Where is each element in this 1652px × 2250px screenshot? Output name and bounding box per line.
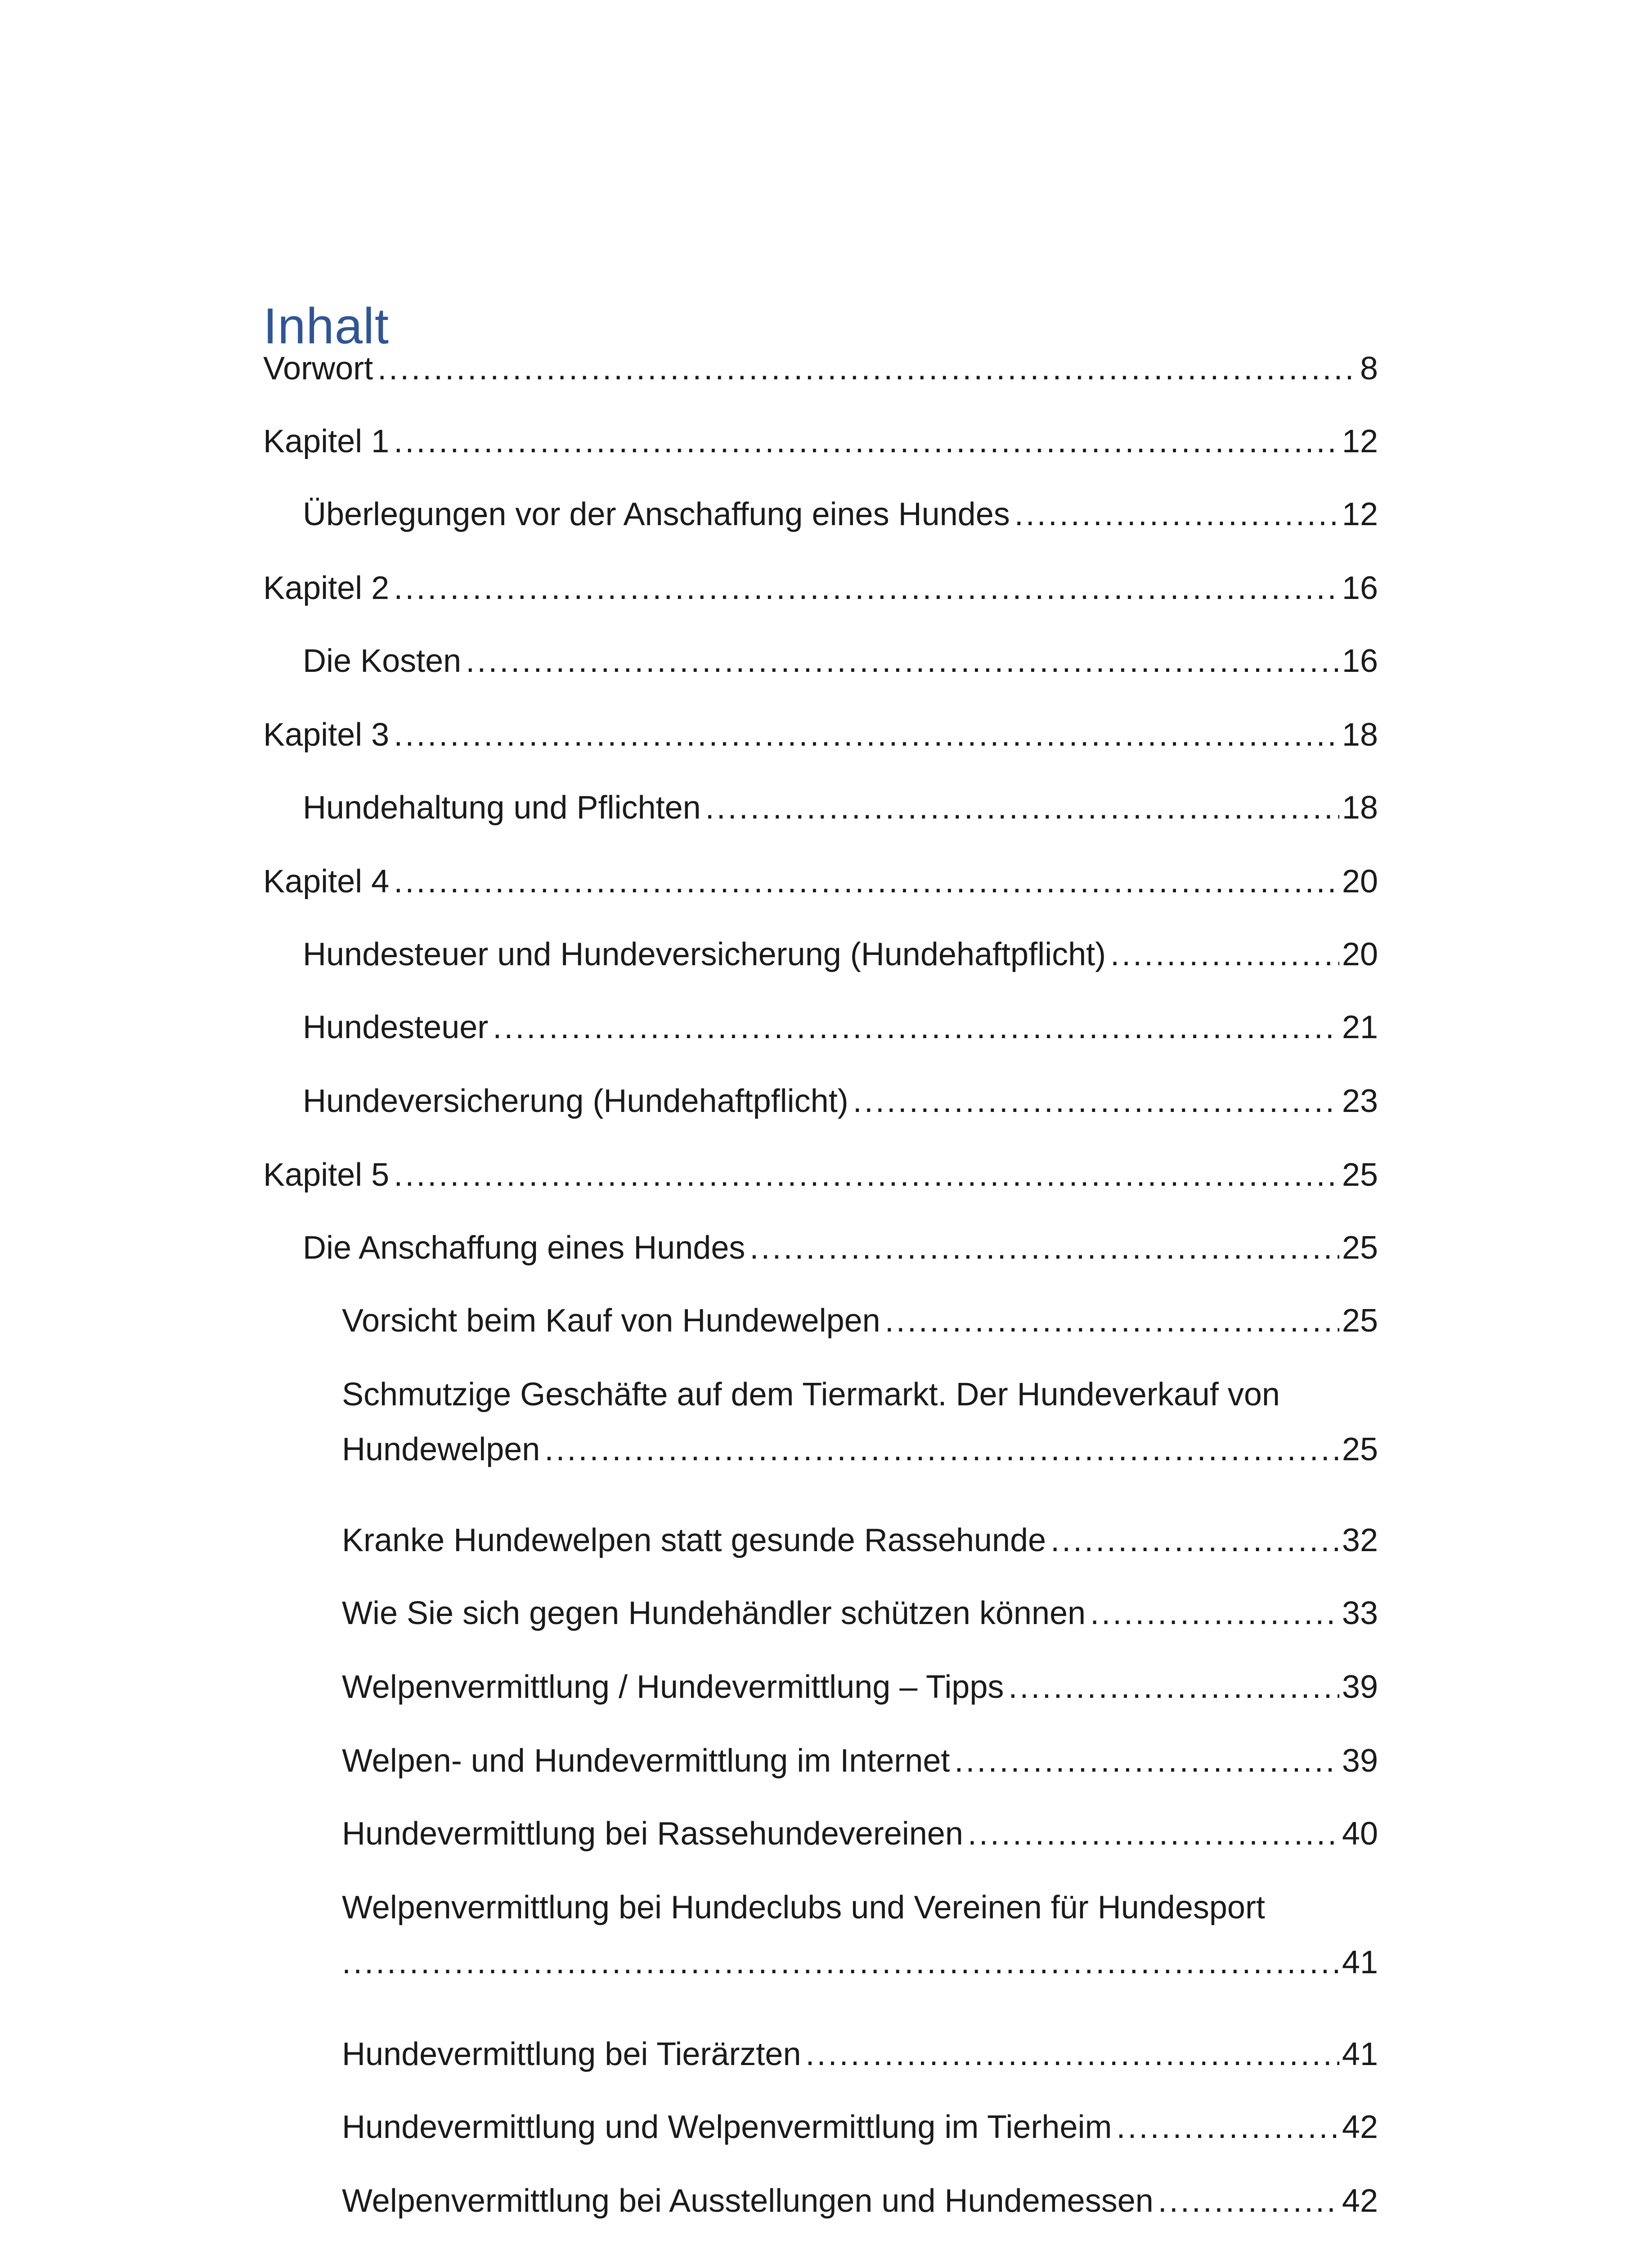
toc-entry-title: Kapitel 4 (263, 864, 390, 900)
toc-entry-page: 25 (1342, 1303, 1378, 1339)
toc-entry-page: 21 (1342, 1009, 1378, 1045)
toc-entry-title: Welpenvermittlung / Hundevermittlung – Tipps (342, 1669, 1004, 1705)
toc-entry[interactable] (342, 2027, 1378, 2082)
toc-entry[interactable] (263, 341, 1378, 396)
toc-dot-leader (853, 1074, 1339, 1129)
toc-entry[interactable] (303, 780, 1378, 835)
toc-entry-title: Hundehaltung und Pflichten (303, 790, 701, 826)
toc-dot-leader (1110, 927, 1339, 982)
toc-entry-title: Kranke Hundewelpen statt gesunde Rassehunde (342, 1522, 1046, 1558)
toc-entry-page: 41 (1342, 1944, 1378, 1980)
toc-entry-title: Hundevermittlung bei Rassehundevereinen (342, 1816, 963, 1852)
toc-dot-leader (1015, 487, 1339, 542)
toc-dot-leader (377, 341, 1357, 396)
toc-entry[interactable] (342, 1513, 1378, 1568)
toc-entry-title: Welpenvermittlung bei Hundeclubs und Vereinen für Hundesport (342, 1890, 1265, 1926)
toc-entry[interactable] (342, 1367, 1378, 1477)
toc-entry[interactable] (303, 1074, 1378, 1129)
toc-entry-title: Hundeversicherung (Hundehaftpflicht) (303, 1083, 848, 1119)
toc-entry-title: Schmutzige Geschäfte auf dem Tiermarkt. Der Hundeverkauf von (342, 1377, 1280, 1413)
toc-entry-page: 42 (1342, 2183, 1378, 2219)
toc-dot-leader (750, 1220, 1339, 1275)
toc-dot-leader (1116, 2100, 1339, 2155)
toc-entry[interactable] (342, 1660, 1378, 1714)
toc-entry-title: Kapitel 2 (263, 570, 390, 606)
toc-entry-page: 25 (1342, 1431, 1378, 1467)
toc-dot-leader (394, 1148, 1339, 1202)
toc-entry-page: 33 (1342, 1595, 1378, 1631)
toc-dot-leader (394, 854, 1339, 909)
toc-entry-title: Welpenvermittlung bei Ausstellungen und Hundemessen (342, 2183, 1154, 2219)
toc-entry-title: Kapitel 5 (263, 1157, 390, 1193)
toc-entry[interactable] (263, 854, 1378, 909)
toc-entry-page: 8 (1360, 351, 1378, 387)
toc-dot-leader (1050, 1513, 1339, 1568)
toc-dot-leader (806, 2027, 1339, 2082)
toc-entry[interactable] (263, 1148, 1378, 1202)
toc-entry-page: 12 (1342, 423, 1378, 459)
toc-entry-page: 42 (1342, 2109, 1378, 2145)
toc-entry-page: 16 (1342, 570, 1378, 606)
toc-entry-title: Wie Sie sich gegen Hundehändler schützen können (342, 1595, 1086, 1631)
toc-entry-title: Hundesteuer und Hundeversicherung (Hundehaftpflicht) (303, 936, 1106, 972)
toc-entry-title: Überlegungen vor der Anschaffung eines Hundes (303, 496, 1010, 532)
toc-entry[interactable] (303, 487, 1378, 542)
toc-dot-leader (342, 1935, 1339, 1990)
toc-entry-page: 12 (1342, 496, 1378, 532)
toc-entry-page: 40 (1342, 1816, 1378, 1852)
toc-dot-leader (954, 1733, 1339, 1788)
toc-dot-leader (394, 561, 1339, 616)
toc-entry[interactable] (303, 927, 1378, 982)
toc-entry[interactable] (342, 1806, 1378, 1861)
toc-entry-title: Vorsicht beim Kauf von Hundewelpen (342, 1303, 880, 1339)
toc-entry[interactable] (342, 1293, 1378, 1348)
toc-entry-title: Hundevermittlung bei Tierärzten (342, 2036, 801, 2072)
toc-dot-leader (466, 634, 1339, 688)
toc-dot-leader (394, 707, 1339, 762)
toc-entry-page: 32 (1342, 1522, 1378, 1558)
toc-entry-title: Die Kosten (303, 643, 462, 679)
toc-entry-page: 20 (1342, 864, 1378, 900)
page-number (0, 2248, 1652, 2250)
toc-dot-leader (493, 1000, 1339, 1055)
toc-entry-title: Die Anschaffung eines Hundes (303, 1230, 745, 1266)
toc-dot-leader (885, 1293, 1339, 1348)
toc-entry-title: Hundesteuer (303, 1009, 489, 1045)
toc-entry[interactable] (263, 414, 1378, 469)
toc-dot-leader (544, 1422, 1339, 1477)
toc-entry-title: Kapitel 1 (263, 423, 390, 459)
toc-entry[interactable] (263, 707, 1378, 762)
toc-entry[interactable] (342, 1586, 1378, 1641)
toc-entry-page: 39 (1342, 1743, 1378, 1779)
toc-entry[interactable] (263, 561, 1378, 616)
toc-dot-leader (968, 1806, 1339, 1861)
toc-dot-leader (1090, 1586, 1339, 1641)
toc-entry[interactable] (342, 2100, 1378, 2155)
toc-entry-page: 23 (1342, 1083, 1378, 1119)
toc-heading: Inhalt (263, 298, 389, 355)
toc-entry[interactable] (342, 2174, 1378, 2228)
toc-entry-title: Welpen- und Hundevermittlung im Internet (342, 1743, 950, 1779)
toc-dot-leader (394, 414, 1339, 469)
toc-entry-page: 25 (1342, 1230, 1378, 1266)
toc-entry[interactable] (342, 1733, 1378, 1788)
toc-dot-leader (1008, 1660, 1339, 1714)
toc-entry-page: 25 (1342, 1157, 1378, 1193)
toc-entry-title: Kapitel 3 (263, 717, 390, 753)
toc-entry-title: Hundevermittlung und Welpenvermittlung im Tierheim (342, 2109, 1112, 2145)
toc-entry-page: 39 (1342, 1669, 1378, 1705)
table-of-contents (263, 0, 1378, 2250)
toc-entry-page: 16 (1342, 643, 1378, 679)
toc-dot-leader (705, 780, 1339, 835)
toc-entry[interactable] (303, 1000, 1378, 1055)
toc-entry-page: 18 (1342, 717, 1378, 753)
toc-entry[interactable] (342, 1880, 1378, 1990)
toc-entry[interactable] (303, 1220, 1378, 1275)
toc-entry-page: 41 (1342, 2036, 1378, 2072)
toc-dot-leader (1158, 2174, 1339, 2228)
toc-entry-page: 20 (1342, 936, 1378, 972)
toc-entry-title: Vorwort (263, 351, 373, 387)
toc-entry-page: 18 (1342, 790, 1378, 826)
toc-entry-title-continued: Hundewelpen (342, 1431, 540, 1467)
toc-entry[interactable] (303, 634, 1378, 688)
